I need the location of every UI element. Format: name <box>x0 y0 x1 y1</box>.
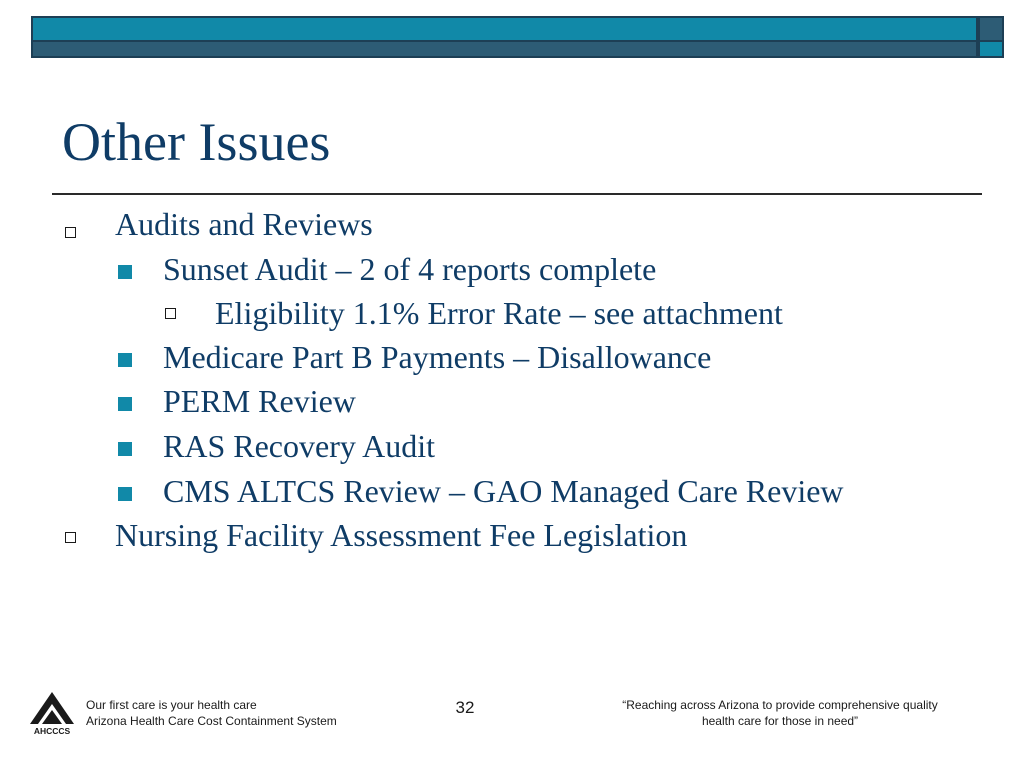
header-corner-block-bottom <box>978 42 1004 58</box>
filled-square-bullet-icon <box>118 442 132 456</box>
hollow-square-bullet-icon <box>165 308 176 319</box>
footer-quote-line1: “Reaching across Arizona to provide comprehensive quality <box>622 698 938 712</box>
slide-title: Other Issues <box>62 112 331 172</box>
header-corner-block-top <box>978 16 1004 42</box>
footer-tagline-line1: Our first care is your health care <box>86 698 257 712</box>
title-divider <box>52 193 982 195</box>
bullet-text: Nursing Facility Assessment Fee Legislation <box>115 517 688 553</box>
bullet-text: Eligibility 1.1% Error Rate – see attachment <box>215 295 783 331</box>
page-number: 32 <box>455 698 475 717</box>
filled-square-bullet-icon <box>118 265 132 279</box>
hollow-square-bullet-icon <box>65 532 76 543</box>
footer-quote <box>580 697 980 729</box>
bullet-text: PERM Review <box>163 383 356 419</box>
header-banner-shadow <box>31 42 978 58</box>
filled-square-bullet-icon <box>118 487 132 501</box>
footer-tagline <box>86 697 337 729</box>
ahcccs-logo-icon <box>28 690 76 736</box>
bullet-text: CMS ALTCS Review – GAO Managed Care Review <box>163 473 844 509</box>
hollow-square-bullet-icon <box>65 227 76 238</box>
filled-square-bullet-icon <box>118 353 132 367</box>
footer-tagline-line2: Arizona Health Care Cost Containment System <box>86 714 337 729</box>
filled-square-bullet-icon <box>118 397 132 411</box>
bullet-text: Medicare Part B Payments – Disallowance <box>163 339 712 375</box>
footer-quote-line2: health care for those in need” <box>701 714 859 729</box>
bullet-text: Audits and Reviews <box>115 206 373 242</box>
bullet-text: RAS Recovery Audit <box>163 428 435 464</box>
bullet-text: Sunset Audit – 2 of 4 reports complete <box>163 251 657 287</box>
header-banner <box>31 16 978 42</box>
logo-lettering: AHCCCS <box>33 726 71 736</box>
